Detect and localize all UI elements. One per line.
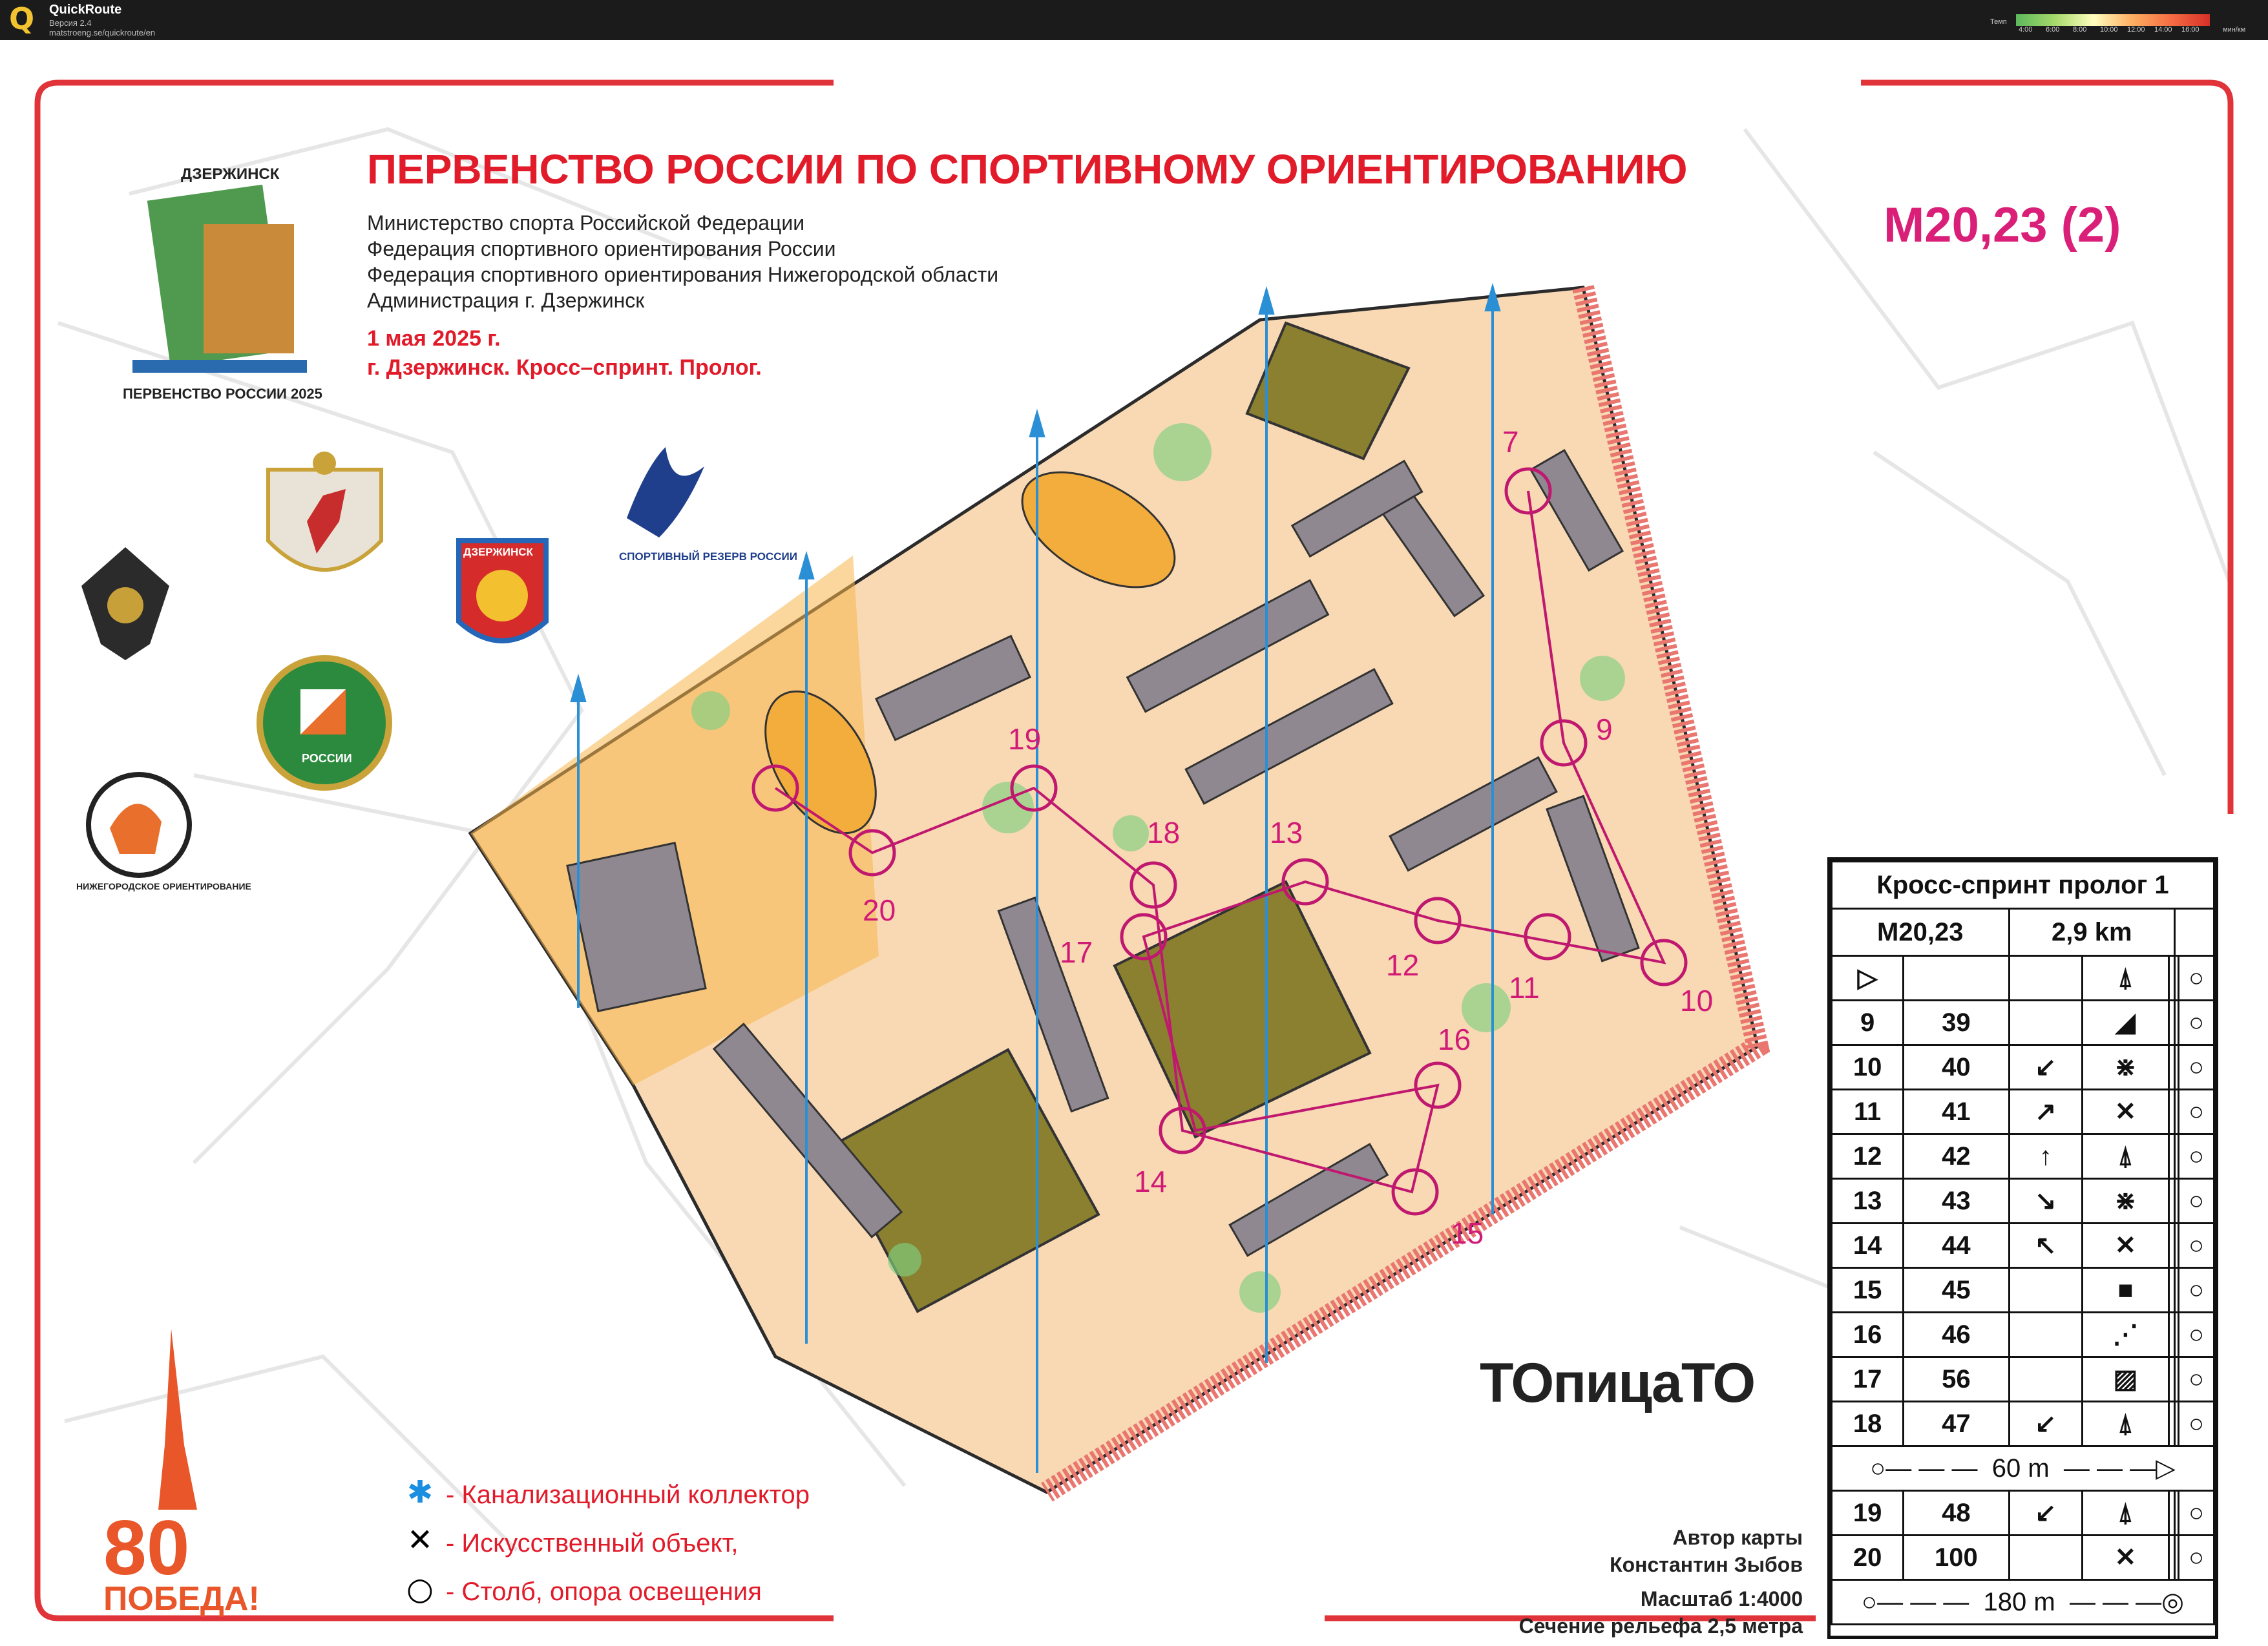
nizhny-orienteering-label: НИЖЕГОРОДСКОЕ ОРИЕНТИРОВАНИЕ: [76, 881, 251, 891]
leg-60m: ○— — — 60 m — — —▷: [1832, 1446, 2214, 1491]
x-mark-icon: ✕: [406, 1522, 434, 1558]
legend-sewer: - Канализационный коллектор: [446, 1481, 810, 1509]
direction-icon: ↖: [2009, 1224, 2083, 1268]
sheet-course: М20,23: [1832, 909, 2010, 956]
event-logo-ring-bottom: ПЕРВЕНСТВО РОССИИ 2025: [123, 386, 322, 402]
description-table: [1831, 860, 2215, 1625]
dzerzhinsk-shield-label: ДЗЕРЖИНСК: [463, 546, 533, 558]
event-logo-icon: [94, 153, 346, 412]
pace-tick: 4:00: [2019, 26, 2033, 34]
control-code-cell: 56: [1904, 1357, 2009, 1402]
feature-icon: ⋇: [2083, 1179, 2169, 1224]
empty-cell: [2168, 1224, 2174, 1268]
control-number-cell: 17: [1832, 1357, 1904, 1402]
feature-icon: ■: [2083, 1268, 2169, 1313]
description-row: [1832, 1090, 2214, 1134]
star-icon: ✱: [406, 1474, 434, 1510]
control-number-cell: 9: [1832, 1001, 1904, 1045]
control-code-cell: 44: [1904, 1224, 2009, 1268]
control-number-cell: 15: [1832, 1268, 1904, 1313]
victory-number: 80: [103, 1505, 190, 1591]
organizer: Министерство спорта Российской Федерации: [367, 211, 805, 234]
location-icon: ○: [2179, 1313, 2214, 1357]
control-number-cell: 16: [1832, 1313, 1904, 1357]
event-date: 1 мая 2025 г.: [367, 326, 501, 351]
feature-icon: ⍋: [2083, 1491, 2169, 1536]
organizer: Администрация г. Дзержинск: [367, 289, 645, 312]
control-code-cell: 47: [1904, 1402, 2009, 1446]
topicato-logo: ТОпицаТО: [1480, 1352, 1755, 1414]
circle-icon: ○: [406, 1571, 434, 1607]
organizer: Федерация спортивного ориентирования России: [367, 237, 836, 260]
direction-icon: ↗: [2009, 1090, 2083, 1134]
empty-cell: [2168, 1313, 2174, 1357]
pace-legend-label: Темп: [1990, 18, 2007, 26]
empty-cell: [2168, 1045, 2174, 1090]
start-triangle-icon: ▷: [1832, 956, 1904, 1001]
feature-icon: ✕: [2083, 1536, 2169, 1580]
location-icon: ○: [2179, 1357, 2214, 1402]
control-number: 9: [1596, 713, 1613, 746]
ministry-eagle-icon: [72, 534, 179, 667]
control-number-cell: 13: [1832, 1179, 1904, 1224]
control-number: 11: [1509, 971, 1540, 1005]
description-row: [1832, 1045, 2214, 1090]
feature-icon: ⍋: [2083, 1134, 2169, 1179]
empty-cell: [2168, 1001, 2174, 1045]
control-code-cell: 41: [1904, 1090, 2009, 1134]
description-row: [1832, 1402, 2214, 1446]
event-name: г. Дзержинск. Кросс–спринт. Пролог.: [367, 355, 762, 380]
location-icon: ○: [2179, 1224, 2214, 1268]
direction-icon: [2009, 1357, 2083, 1402]
author-label: Автор карты: [1672, 1526, 1803, 1549]
map-scale: Масштаб 1:4000: [1640, 1587, 1803, 1610]
sheet-title: Кросс-спринт пролог 1: [1832, 862, 2214, 909]
description-row: [1832, 1134, 2214, 1179]
empty-cell: [2168, 1179, 2174, 1224]
empty-cell: [2168, 1491, 2174, 1536]
empty-cell: [2168, 1134, 2174, 1179]
direction-icon: ↘: [2009, 1179, 2083, 1224]
app-name: QuickRoute: [49, 3, 122, 17]
pace-legend-bar: [2016, 14, 2210, 26]
legend-pole: - Столб, опора освещения: [446, 1578, 762, 1606]
location-icon: ○: [2179, 1268, 2214, 1313]
direction-icon: [2009, 1313, 2083, 1357]
location-icon: ○: [2179, 1402, 2214, 1446]
leg-60m-label: 60 m: [1991, 1454, 2050, 1483]
control-number: 15: [1451, 1216, 1484, 1250]
nizhny-orienteering-logo-icon: [71, 757, 251, 893]
description-row: [1832, 1179, 2214, 1224]
control-description-sheet: [1827, 857, 2218, 1639]
app-title-bar: [0, 0, 2268, 40]
description-row: [1832, 1001, 2214, 1045]
pace-tick: 14:00: [2154, 26, 2172, 34]
control-code-cell: 39: [1904, 1001, 2009, 1045]
control-code-cell: 42: [1904, 1134, 2009, 1179]
control-number-cell: 10: [1832, 1045, 1904, 1090]
control-number: 7: [1502, 425, 1519, 459]
empty-cell: [2168, 1357, 2174, 1402]
pace-tick: 6:00: [2046, 26, 2060, 34]
pace-tick: 8:00: [2073, 26, 2087, 34]
feature-icon: ⋰: [2083, 1313, 2169, 1357]
finish-distance-label: 180 m: [1983, 1588, 2055, 1616]
control-code-cell: 48: [1904, 1491, 2009, 1536]
sport-reserve-logo-icon: [601, 441, 797, 576]
feature-icon: ✕: [2083, 1224, 2169, 1268]
direction-icon: [2009, 1001, 2083, 1045]
control-number: 14: [1134, 1165, 1168, 1198]
course-class: М20,23 (2): [1884, 198, 2121, 253]
dzerzhinsk-shield-icon: [456, 537, 549, 660]
control-number: 20: [863, 893, 896, 927]
control-code-cell: 46: [1904, 1313, 2009, 1357]
app-version: Версия 2.4: [49, 18, 92, 28]
description-row: [1832, 1491, 2214, 1536]
empty-cell: [2168, 1268, 2174, 1313]
feature-icon: ◢: [2083, 1001, 2169, 1045]
control-code-cell: 43: [1904, 1179, 2009, 1224]
empty-cell: [2168, 1090, 2174, 1134]
description-row: [1832, 1313, 2214, 1357]
control-code-cell: 40: [1904, 1045, 2009, 1090]
location-icon: ○: [2179, 1045, 2214, 1090]
location-icon: ○: [2179, 956, 2214, 1001]
control-number: 12: [1386, 948, 1420, 982]
sheet-length: 2,9 km: [2009, 909, 2175, 956]
description-row: [1832, 1357, 2214, 1402]
author-name: Константин Зыбов: [1610, 1553, 1803, 1576]
sport-reserve-label: СПОРТИВНЫЙ РЕЗЕРВ РОССИИ: [619, 550, 797, 563]
legend-artificial: - Искусственный объект,: [446, 1529, 739, 1557]
pace-tick: 12:00: [2127, 26, 2145, 34]
description-row: [1832, 1268, 2214, 1313]
control-number: 17: [1060, 935, 1093, 969]
contour-interval: Сечение рельефа 2,5 метра: [1518, 1614, 1803, 1638]
description-rows: [1832, 1001, 2214, 1446]
event-logo-ring-top: ДЗЕРЖИНСК: [181, 165, 280, 183]
control-number: 10: [1680, 984, 1714, 1017]
direction-icon: ↙: [2009, 1491, 2083, 1536]
finish-180m: ○— — — 180 m — — —◎: [1832, 1580, 2214, 1625]
quickroute-logo-icon: Q: [9, 1, 35, 36]
map-canvas[interactable]: [0, 40, 2268, 1646]
pace-tick: 16:00: [2181, 26, 2200, 34]
control-number-cell: 14: [1832, 1224, 1904, 1268]
federation-medal-label: РОССИИ: [302, 752, 352, 765]
control-number: 18: [1147, 816, 1181, 849]
organizer: Федерация спортивного ориентирования Нижегородской области: [367, 263, 999, 286]
page-title: ПЕРВЕНСТВО РОССИИ ПО СПОРТИВНОМУ ОРИЕНТИРОВАНИЮ: [367, 146, 1688, 193]
feature-icon: ⍋: [2083, 1402, 2169, 1446]
empty-cell: [2168, 1536, 2174, 1580]
direction-icon: [2009, 1268, 2083, 1313]
control-number-cell: 12: [1832, 1134, 1904, 1179]
start-feature-icon: ⍋: [2083, 956, 2169, 1001]
direction-icon: [2009, 1536, 2083, 1580]
location-icon: ○: [2179, 1134, 2214, 1179]
control-number: 13: [1270, 816, 1303, 849]
location-icon: ○: [2179, 1491, 2214, 1536]
feature-icon: ⋇: [2083, 1045, 2169, 1090]
control-number: 19: [1008, 722, 1042, 756]
app-url[interactable]: matstroeng.se/quickroute/en: [49, 28, 156, 37]
control-number-cell: 18: [1832, 1402, 1904, 1446]
federation-medal-icon: [255, 654, 394, 793]
victory-word: ПОБЕДА!: [103, 1580, 260, 1618]
empty-cell: [2168, 1402, 2174, 1446]
location-icon: ○: [2179, 1179, 2214, 1224]
control-number-cell: 19: [1832, 1491, 1904, 1536]
control-code-cell: 100: [1904, 1536, 2009, 1580]
direction-icon: ↑: [2009, 1134, 2083, 1179]
control-number-cell: 20: [1832, 1536, 1904, 1580]
pace-tick: 10:00: [2100, 26, 2118, 34]
nizhny-coat-of-arms-icon: [255, 444, 394, 599]
direction-icon: ↙: [2009, 1402, 2083, 1446]
location-icon: ○: [2179, 1536, 2214, 1580]
description-row: [1832, 1536, 2214, 1580]
direction-icon: ↙: [2009, 1045, 2083, 1090]
location-icon: ○: [2179, 1090, 2214, 1134]
description-row: [1832, 1224, 2214, 1268]
frame-right: [1861, 83, 2231, 814]
control-number-cell: 11: [1832, 1090, 1904, 1134]
pace-unit: мин/км: [2223, 26, 2246, 34]
location-icon: ○: [2179, 1001, 2214, 1045]
victory-80-logo-icon: [100, 1316, 262, 1620]
feature-icon: ▨: [2083, 1357, 2169, 1402]
feature-icon: ✕: [2083, 1090, 2169, 1134]
control-number: 16: [1438, 1023, 1471, 1056]
control-code-cell: 45: [1904, 1268, 2009, 1313]
description-rows-2: [1832, 1491, 2214, 1580]
